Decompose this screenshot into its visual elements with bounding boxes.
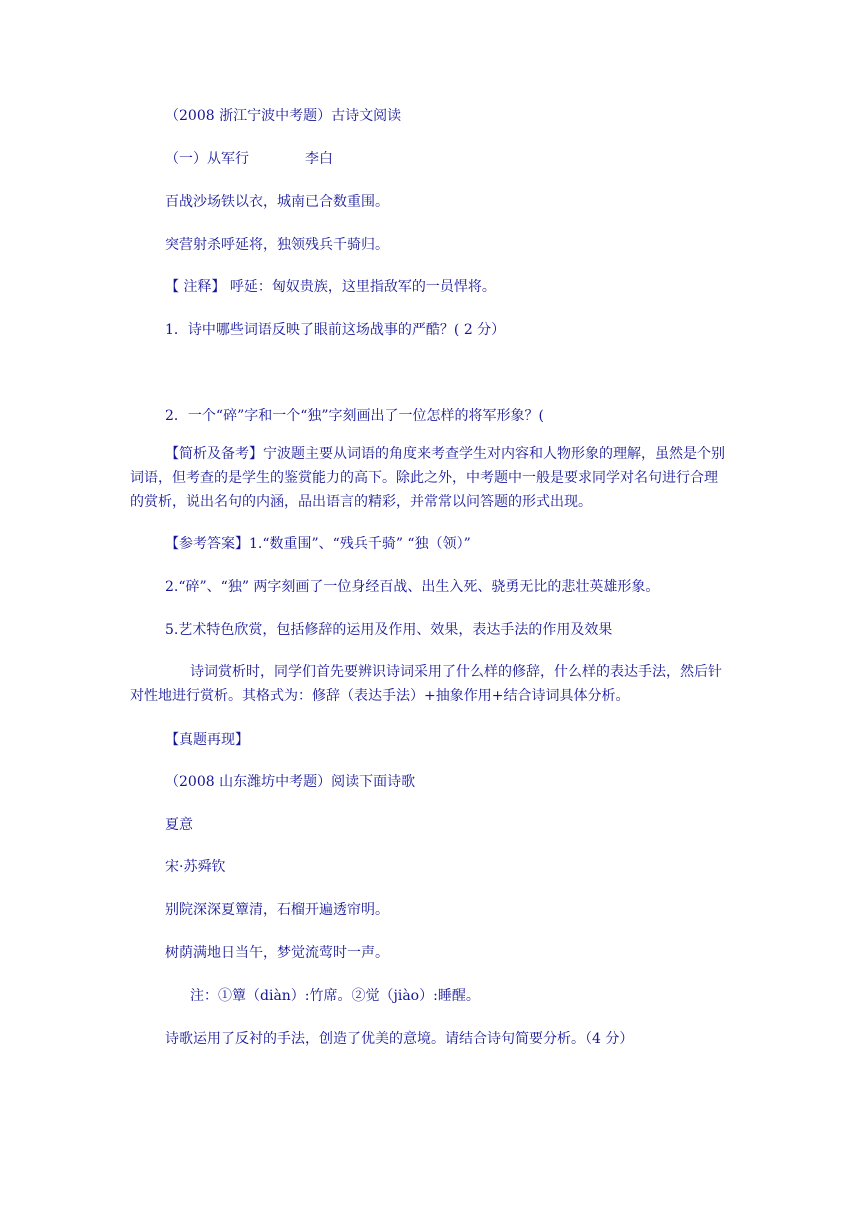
poem-line-1: 百战沙场铁以衣，城南已合数重围。 bbox=[165, 194, 389, 210]
real-exam-heading: 【真题再现】 bbox=[165, 732, 249, 748]
reference-answer-2: 2.“碎”、“独” 两字刻画了一位身经百战、出生入死、骁勇无比的悲壮英雄形象。 bbox=[165, 579, 660, 595]
poem-2-author: 宋·苏舜钦 bbox=[165, 859, 226, 875]
poem-title: （一）从军行 bbox=[165, 151, 249, 167]
poem-line-2: 突营射杀呼延将，独领残兵千骑归。 bbox=[165, 237, 389, 253]
exam-source-heading-2: （2008 山东潍坊中考题）阅读下面诗歌 bbox=[165, 774, 416, 790]
poem-title-line bbox=[165, 149, 333, 169]
poem-2-notes: 注：①簟（diàn）:竹席。②觉（jiào）:睡醒。 bbox=[190, 988, 480, 1004]
poem-2-line-2: 树荫满地日当午，梦觉流莺时一声。 bbox=[165, 945, 389, 961]
question-2: 2．一个“碎”字和一个“独”字刻画出了一位怎样的将军形象？( bbox=[165, 408, 544, 424]
annotation: 【 注释】 呼延：匈奴贵族，这里指敌军的一员悍将。 bbox=[165, 279, 496, 295]
poem-2-title: 夏意 bbox=[165, 817, 193, 833]
question-1: 1．诗中哪些词语反映了眼前这场战事的严酷？( 2 分） bbox=[165, 322, 506, 338]
analysis-paragraph: 【简析及备考】宁波题主要从词语的角度来考查学生对内容和人物形象的理解，虽然是个别词语，但考查的是学生的鉴赏能力的高下。除此之外，中考题中一般是要求同学对名句进行合理的赏析，说出名句的内涵，品出语言的精彩，并常常以问答题的形式出现。 bbox=[130, 446, 725, 510]
poem-2-line-1: 别院深深夏簟清，石榴开遍透帘明。 bbox=[165, 902, 389, 918]
reference-answer-1: 【参考答案】1.“数重围”、“残兵千骑” “独（领）” bbox=[165, 536, 471, 552]
exam-source-heading: （2008 浙江宁波中考题）古诗文阅读 bbox=[165, 108, 402, 124]
method-paragraph: 诗词赏析时，同学们首先要辨识诗词采用了什么样的修辞，什么样的表达手法，然后针对性地进行赏析。其格式为：修辞（表达手法）+抽象作用+结合诗词具体分析。 bbox=[130, 664, 722, 704]
question-final: 诗歌运用了反衬的手法，创造了优美的意境。请结合诗句简要分析。（4 分） bbox=[165, 1031, 634, 1047]
poem-author: 李白 bbox=[305, 151, 333, 167]
section-5-heading: 5.艺术特色欣赏，包括修辞的运用及作用、效果，表达手法的作用及效果 bbox=[165, 622, 613, 638]
